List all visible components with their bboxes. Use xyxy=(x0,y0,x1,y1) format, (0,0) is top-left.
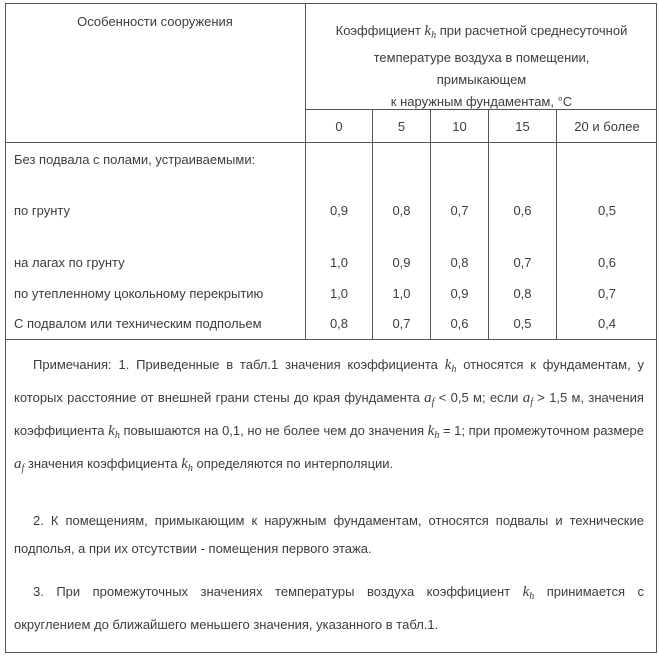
k-h-symbol: $k_h$ xyxy=(108,423,120,441)
row-label: по утепленному цокольному перекрытию xyxy=(14,286,264,301)
cell-value: 0,6 xyxy=(450,316,469,331)
row-label: С подвалом или техническим подпольем xyxy=(14,316,262,331)
k-h-symbol: $k_h$ xyxy=(427,423,440,441)
note-3: 3. При промежуточных значениях температуры воздуха коэффициент $k_h$ принимается с округлением до ближайшего меньшего значения, указанного в табл.1. xyxy=(14,584,644,632)
temp-header: 10 xyxy=(452,119,467,134)
cell-value: 0,5 xyxy=(597,203,617,218)
cell-value: 1,0 xyxy=(329,286,349,301)
temp-header: 20 и более xyxy=(574,119,640,134)
header-bottom-rule xyxy=(5,142,657,143)
cell-value: 1,0 xyxy=(329,255,349,270)
cell-value: 0,7 xyxy=(392,316,411,331)
header-features xyxy=(5,13,305,30)
row-label: по грунту xyxy=(14,203,70,218)
row-label: на лагах по грунту xyxy=(14,255,125,270)
cell-value: 0,5 xyxy=(513,316,532,331)
note-2: 2. К помещениям, примыкающим к наружным фундаментам, относятся подвалы и технические подполья, а при их отсутствии - помещения первого этажа. xyxy=(14,513,644,556)
k-h-symbol: $k_h$ xyxy=(424,23,437,41)
cell-value: 0,8 xyxy=(450,255,469,270)
temp-header: 5 xyxy=(397,119,406,134)
k-h-symbol: $k_h$ xyxy=(444,357,457,375)
cell-value: 0,6 xyxy=(513,203,532,218)
cell-value: 0,7 xyxy=(450,203,469,218)
cell-value: 0,7 xyxy=(597,286,617,301)
cell-value: 0,8 xyxy=(513,286,532,301)
cell-value: 1,0 xyxy=(392,286,411,301)
header-coefficient: Коэффициент $k_h$ при расчетной среднесуточной температуре воздуха в помещении, примыкающем к наружным фундаментам, °С xyxy=(335,23,628,109)
temp-header: 15 xyxy=(515,119,530,134)
cell-value: 0,9 xyxy=(329,203,349,218)
cell-value: 0,8 xyxy=(329,316,349,331)
column-divider xyxy=(556,109,557,340)
k-h-symbol: $k_h$ xyxy=(181,456,193,474)
column-divider xyxy=(488,109,489,340)
a-f-symbol: $a_f$ xyxy=(14,456,25,474)
cell-value: 0,6 xyxy=(597,255,617,270)
column-divider xyxy=(430,109,431,340)
note-1: Примечания: 1. Приведенные в табл.1 значения коэффициента $k_h$ относятся к фундаментам, у которых расстояние от внешней грани стены до края фундамента $a_f < 0,5$ м; если $a_f > 1,5$ м, значения коэффициента $k_h$ повышаются на 0,1, но не более чем до значения $k_h = 1$; при промежуточном размере $a_f$ значения коэффициента $k_h$ определяются по интерполяции. xyxy=(14,357,644,474)
header-features-text: Особенности сооружения xyxy=(77,14,233,29)
cell-value: 0,9 xyxy=(392,255,411,270)
cell-value: 0,9 xyxy=(450,286,469,301)
k-h-symbol: $k_h$ xyxy=(522,584,535,602)
cell-value: 0,7 xyxy=(513,255,532,270)
a-f-symbol: $a_f$ xyxy=(522,390,533,408)
cell-value: 0,8 xyxy=(392,203,411,218)
column-divider xyxy=(372,109,373,340)
cell-value: 0,4 xyxy=(597,316,617,331)
table-bottom-rule xyxy=(5,339,657,340)
temp-header: 0 xyxy=(335,119,343,134)
group-label: Без подвала с полами, устраиваемыми: xyxy=(14,152,256,167)
a-f-symbol: $a_f$ xyxy=(424,390,435,408)
